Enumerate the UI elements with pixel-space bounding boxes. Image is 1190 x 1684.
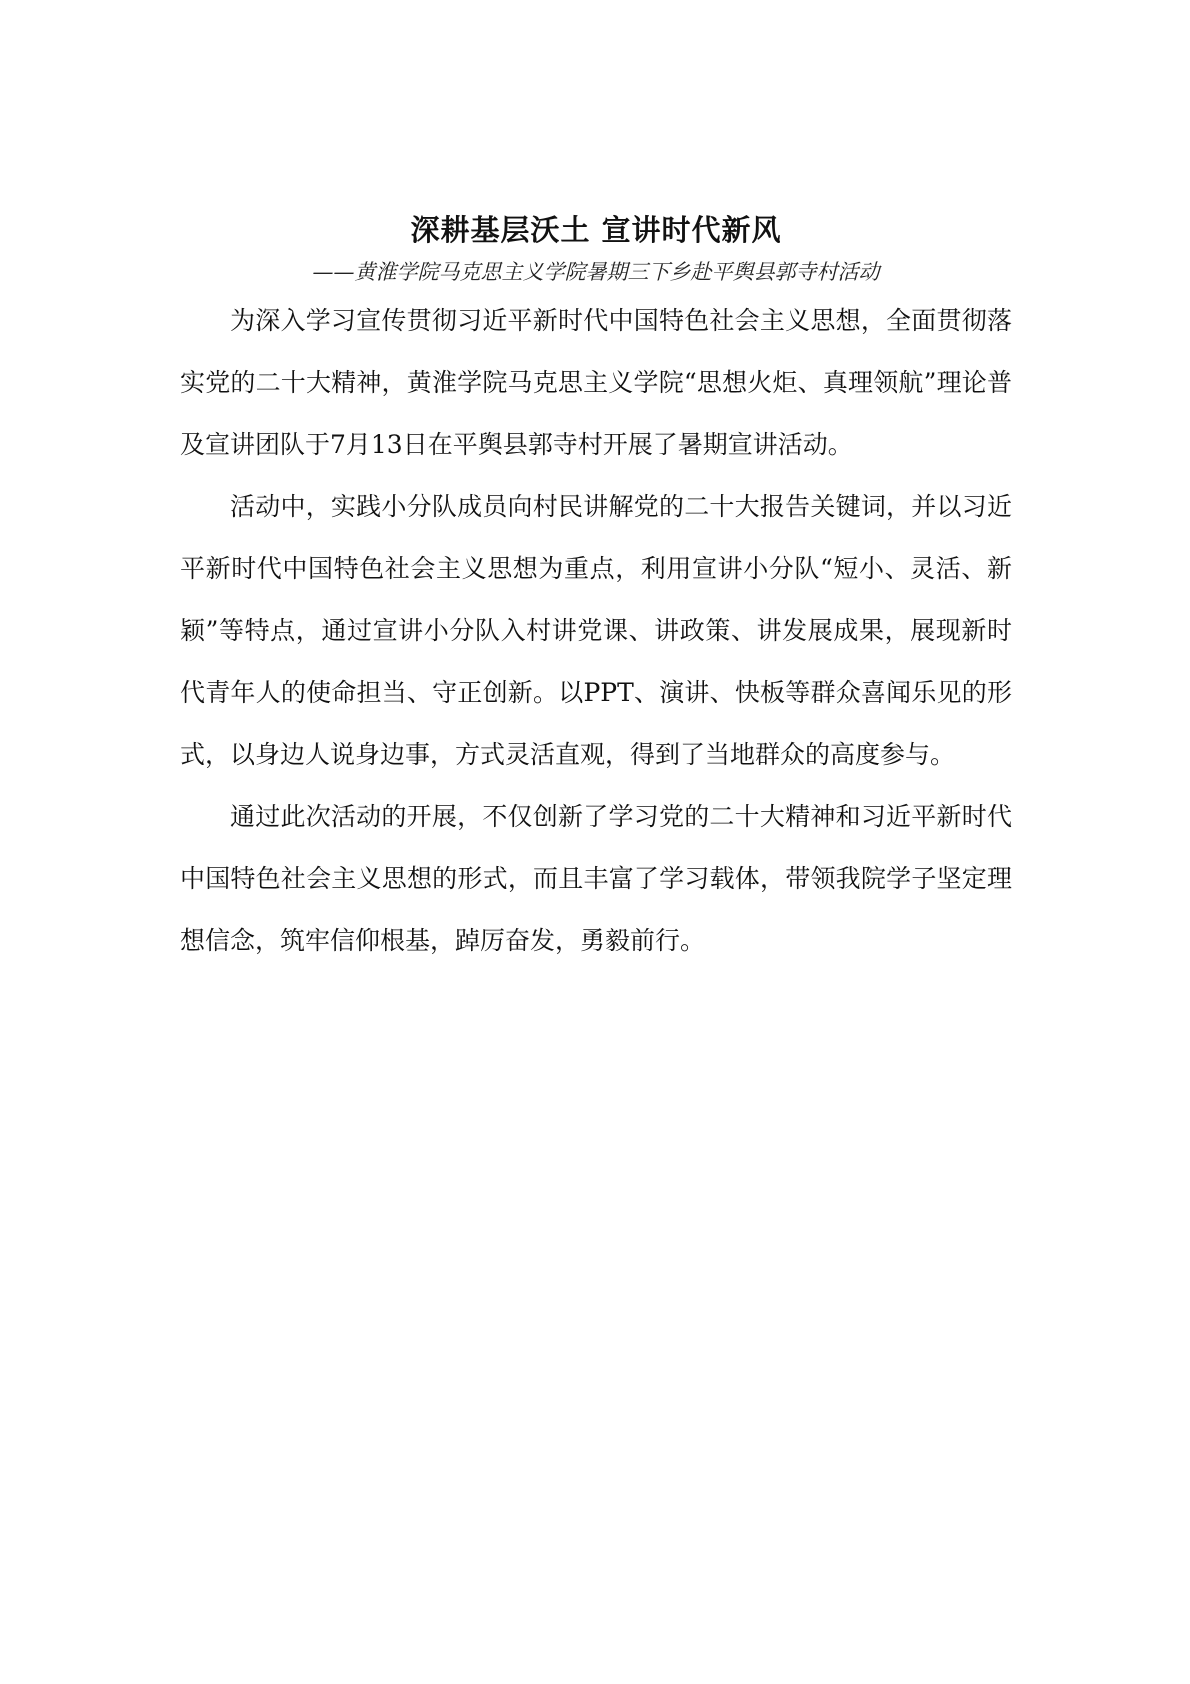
paragraph-conclusion: 通过此次活动的开展，不仅创新了学习党的二十大精神和习近平新时代中国特色社会主义思想的形式，而且丰富了学习载体，带领我院学子坚定理想信念，筑牢信仰根基，踔厉奋发，勇毅前行。 (180, 802, 1012, 955)
document-title: 深耕基层沃土 宣讲时代新风 (410, 213, 782, 247)
paragraph-activity: 活动中，实践小分队成员向村民讲解党的二十大报告关键词，并以习近平新时代中国特色社会主义思想为重点，利用宣讲小分队“短小、灵活、新颖”等特点，通过宣讲小分队入村讲党课、讲政策、讲发展成果，展现新时代青年人的使命担当、守正创新。以PPT、演讲、快板等群众喜闻乐见的形式，以身边人说身边事，方式灵活直观，得到了当地群众的高度参与。 (180, 492, 1012, 769)
document-subtitle: ——黄淮学院马克思主义学院暑期三下乡赴平舆县郭寺村活动 (312, 260, 880, 284)
paragraph-intro: 为深入学习宣传贯彻习近平新时代中国特色社会主义思想，全面贯彻落实党的二十大精神，黄淮学院马克思主义学院“思想火炬、真理领航”理论普及宣讲团队于7月13日在平舆县郭寺村开展了暑期宣讲活动。 (180, 306, 1012, 459)
document-body (180, 210, 1012, 972)
